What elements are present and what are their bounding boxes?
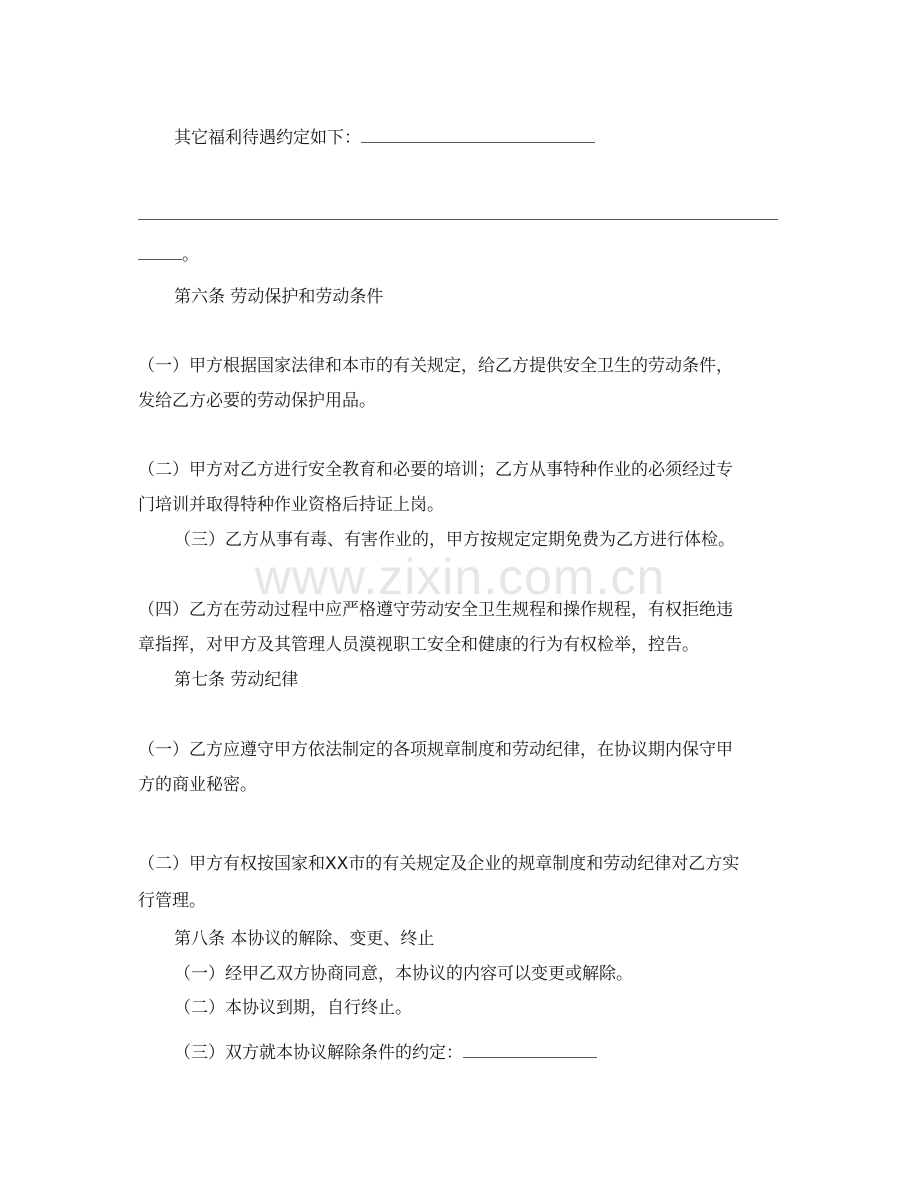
- welfare-end-line: [138, 243, 199, 266]
- welfare-blank-rule[interactable]: [138, 219, 778, 220]
- article8-p3-line: [174, 1041, 597, 1064]
- article8-title: 第八条 本协议的解除、变更、终止: [174, 929, 435, 949]
- article8-p3-label: （三）双方就本协议解除条件的约定：: [174, 1043, 463, 1063]
- welfare-blank-end[interactable]: [138, 243, 182, 260]
- welfare-label: 其它福利待遇约定如下：: [174, 128, 361, 148]
- article6-p2-line1: （二）甲方对乙方进行安全教育和必要的培训；乙方从事特种作业的必须经过专: [138, 460, 733, 480]
- welfare-line: [174, 126, 595, 149]
- article6-title: 第六条 劳动保护和劳动条件: [174, 287, 384, 307]
- article6-p1-line1: （一）甲方根据国家法律和本市的有关规定，给乙方提供安全卫生的劳动条件，: [138, 356, 733, 376]
- article6-p2-line2: 门培训并取得特种作业资格后持证上岗。: [138, 495, 444, 515]
- article7-title: 第七条 劳动纪律: [174, 670, 299, 690]
- article7-p1-line2: 方的商业秘密。: [138, 775, 257, 795]
- welfare-blank[interactable]: [361, 126, 595, 143]
- article7-p2-line1: （二）甲方有权按国家和XX市的有关规定及企业的规章制度和劳动纪律对乙方实: [138, 854, 740, 874]
- article6-p3: （三）乙方从事有毒、有害作业的，甲方按规定定期免费为乙方进行体检。: [174, 530, 735, 550]
- article6-p4-line1: （四）乙方在劳动过程中应严格遵守劳动安全卫生规程和操作规程，有权拒绝违: [138, 600, 733, 620]
- article7-p2-line2: 行管理。: [138, 891, 206, 911]
- article6-p1-line2: 发给乙方必要的劳动保护用品。: [138, 391, 376, 411]
- article8-p2: （二）本协议到期，自行终止。: [174, 998, 412, 1018]
- welfare-end-mark: 。: [182, 245, 199, 265]
- article6-p4-line2: 章指挥，对甲方及其管理人员漠视职工安全和健康的行为有权检举，控告。: [138, 635, 699, 655]
- article8-p1: （一）经甲乙双方协商同意，本协议的内容可以变更或解除。: [174, 964, 633, 984]
- watermark: www.zixin.com.cn: [254, 549, 666, 605]
- article7-p1-line1: （一）乙方应遵守甲方依法制定的各项规章制度和劳动纪律，在协议期内保守甲: [138, 740, 733, 760]
- termination-blank[interactable]: [463, 1041, 597, 1058]
